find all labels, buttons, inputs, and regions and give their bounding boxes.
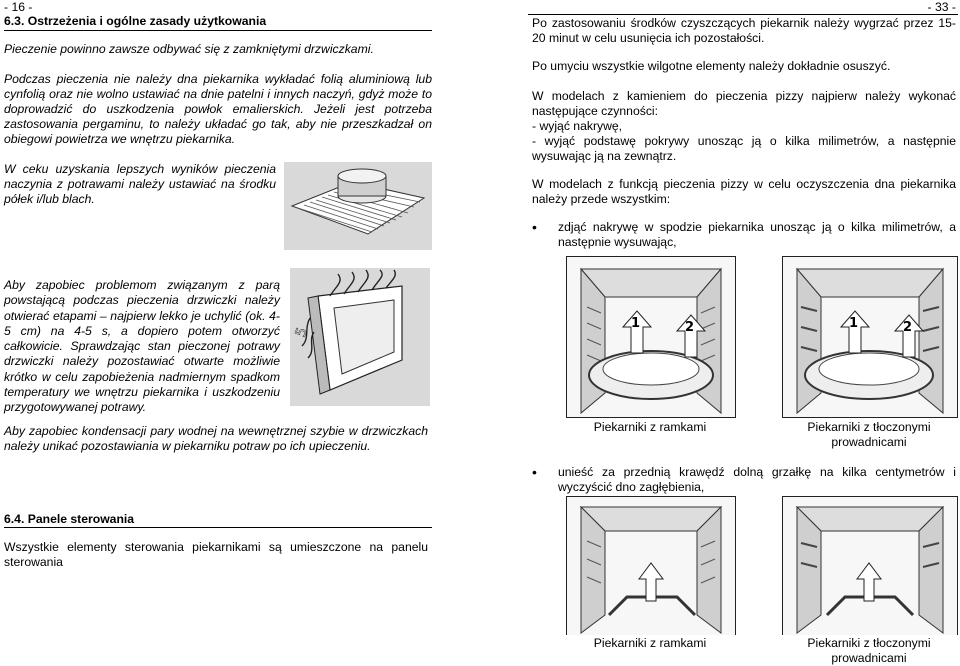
oven-frames-image-1 xyxy=(566,256,736,418)
page-number-right: - 33 - xyxy=(927,0,956,14)
right-paragraph-4: W modelach z funkcją pieczenia pizzy w celu oczyszczenia dna piekarnika należy przede wszystkim: xyxy=(532,177,956,206)
caption-frames-2: Piekarniki z ramkami xyxy=(593,636,707,650)
caption-frames-1: Piekarniki z ramkami xyxy=(593,420,707,434)
section2-heading: 6.4. Panele sterowania xyxy=(4,512,135,526)
right-paragraph-3-item-1: - wyjąć nakrywę, xyxy=(532,119,623,133)
heading-rule xyxy=(4,30,432,31)
oven-frames-image-2 xyxy=(566,496,736,635)
right-paragraph-2: Po umyciu wszystkie wilgotne elementy należy dokładnie osuszyć. xyxy=(532,59,891,73)
section-heading: 6.3. Ostrzeżenia i ogólne zasady użytkowania xyxy=(4,14,267,28)
oven-pressed-image-1 xyxy=(782,256,958,418)
top-rule-right xyxy=(528,14,958,15)
oven-pressed-image-2 xyxy=(782,496,958,635)
paragraph-1: Pieczenie powinno zawsze odbywać się z zamkniętymi drzwiczkami. xyxy=(4,42,374,56)
right-paragraph-3-item-2: - wyjąć podstawę pokrywy unosząc ją o kilka milimetrów, a następnie wysuwając ją na zewnątrz. xyxy=(532,134,956,163)
paragraph-5: Aby zapobiec kondensacji pary wodnej na wewnętrznej szybie w drzwiczkach należy unikać pozostawiania w piekarniku potraw po ich upieczeniu. xyxy=(4,424,428,453)
rack-illustration xyxy=(284,162,432,250)
page-number-left: - 16 - xyxy=(4,0,33,14)
bullet-item-1: • zdjąć nakrywę w spodzie piekarnika unosząc ją o kilka milimetrów, a następnie wysuwając, xyxy=(558,220,956,250)
arrow-label-1b: 1 xyxy=(849,316,859,331)
arrow-label-1: 1 xyxy=(631,316,641,331)
arrow-label-2: 2 xyxy=(685,320,695,335)
right-paragraph-3: W modelach z kamieniem do pieczenia pizzy najpierw należy wykonać następujące czynności: xyxy=(532,89,956,118)
door-illustration xyxy=(290,268,430,406)
paragraph-6: Wszystkie elementy sterowania piekarnikami są umieszczone na panelu sterowania xyxy=(4,540,428,569)
paragraph-3: W ceku uzyskania lepszych wyników pieczenia naczynia z potrawami należy ustawiać na środku półek i/lub blach. xyxy=(4,162,276,206)
section2-rule xyxy=(4,527,432,528)
bullet-item-2: • unieść za przednią krawędź dolną grzałkę na kilka centymetrów i wyczyścić dno zagłębienia, xyxy=(558,465,956,495)
paragraph-4: Aby zapobiec problemom związanym z parą powstającą podczas pieczenia drzwiczki należy otwierać etapami – najpierw lekko je uchylić (ok. 4-5 cm) na 4-5 s, a dopiero potem otworzyć całkowicie. Sprawdzając stan pieczonej potrawy drzwiczki należy pozostawiać otwarte możliwie krótko w celu zapobieżenia nadmiernym spadkom temperatury we wnętrzu piekarnika i uszkodzeniu przygotowywanej potrawy. xyxy=(4,278,280,415)
arrow-label-2b: 2 xyxy=(903,320,913,335)
svg-text:5: 5 xyxy=(292,325,311,340)
caption-pressed-2: Piekarniki z tłoczonymi prowadnicami xyxy=(807,636,931,665)
paragraph-2: Podczas pieczenia nie należy dna piekarnika wykładać folią aluminiową lub cynfolią oraz nie wolno ustawiać na dnie patelni i innych naczyń, gdyż może to doprowadzić do uszkodzenia powłok emalierskich. Jeżeli jest potrzeba zastosowania pergaminu, to należy układać go tak, aby nie przeszkadzał on obiegowi powietrza we wnętrzu piekarnika. xyxy=(4,72,432,146)
caption-pressed-1: Piekarniki z tłoczonymi prowadnicami xyxy=(807,420,931,449)
right-paragraph-1: Po zastosowaniu środków czyszczących piekarnik należy wygrzać przez 15-20 minut w celu usunięcia ich pozostałości. xyxy=(532,16,956,45)
